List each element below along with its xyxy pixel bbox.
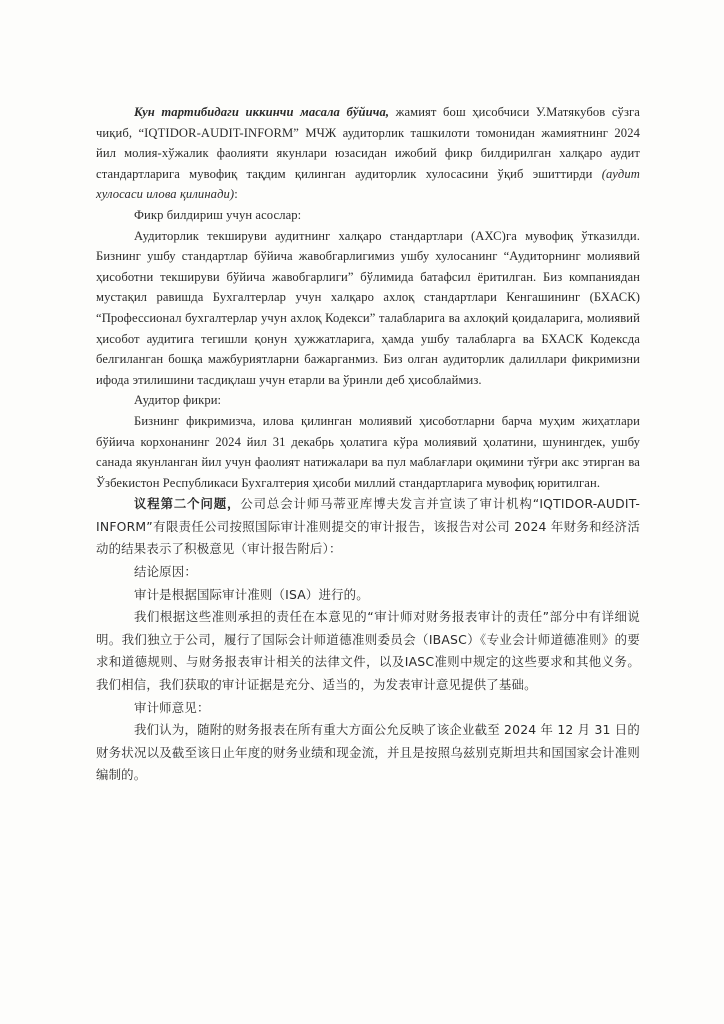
zh-agenda-paragraph (96, 493, 640, 561)
zh-agenda-lead: 议程第二个问题， (134, 496, 241, 512)
zh-basis-paragraph: 我们根据这些准则承担的责任在本意见的“审计师对财务报表审计的责任”部分中有详细说明。我们独立于公司，履行了国际会计师道德准则委员会（IBASC）《专业会计师道德准则》的要求和道德规则、与财务报表审计相关的法律文件，以及IASC准则中规定的这些要求和其他义务。我们相信，我们获取的审计证据是充分、适当的，为发表审计意见提供了基础。 (96, 609, 640, 693)
uz-agenda-paragraph (96, 102, 640, 205)
zh-opinion-heading: 审计师意见： (134, 699, 210, 715)
uz-agenda-tail: : (234, 187, 238, 202)
uz-agenda-lead: Кун тартибидаги иккинчи масала бўйича, (134, 105, 390, 119)
uz-opinion-heading: Аудитор фикри: (134, 393, 222, 408)
uz-opinion-paragraph: Бизнинг фикримизча, илова қилинган молиявий ҳисоботларни барча муҳим жиҳатлари бўйича корхонанинг 2024 йил 31 декабрь ҳолатига кўра молиявий ҳолатини, шунингдек, ушбу санада якунланган йил учун фаолият натижалари ва пул маблағлари оқимини тўғри акс этирган ва Ўзбекистон Республикаси Бухгалтерия ҳисоби миллий стандартларига мувофиқ юритилган. (96, 413, 640, 490)
zh-agenda-text: 公司总会计师马蒂亚库博夫发言并宣读了审计机构“IQTIDOR-AUDIT-INFORM”有限责任公司按照国际审计准则提交的审计报告，该报告对公司 2024 年财务和经济活动的结果表示了积极意见（审计报告附后）： (96, 496, 640, 557)
uz-agenda-text: жамият бош ҳисобчиси У.Матякубов сўзга чиқиб, “IQTIDOR-AUDIT-INFORM” МЧЖ аудиторлик ташкилоти томонидан жамиятнинг 2024 йил молия-хўжалик фаолияти якунлари юзасидан ижобий фикр билдирилган халқаро аудит стандартларига мувофиқ тақдим қилинган аудиторлик хулосасини ўқиб эшиттирди (96, 105, 640, 181)
zh-opinion-paragraph: 我们认为，随附的财务报表在所有重大方面公允反映了该企业截至 2024 年 12 月 31 日的财务状况以及截至该日止年度的财务业绩和现金流，并且是按照乌兹别克斯坦共和国国家会计准则编制的。 (96, 722, 640, 783)
document-body (96, 102, 640, 787)
uz-basis-paragraph: Аудиторлик текшируви аудитнинг халқаро стандартлари (АХС)га мувофиқ ўтказилди. Бизнинг ушбу стандартлар бўйича жавобгарлигимиз ушбу хулосанинг “Аудиторнинг молиявий ҳисоботни текшируви бўйича жавобгарлиги” бўлимида батафсил ёритилган. Биз компаниядан мустақил равишда Бухгалтерлар учун халқаро ахлоқ стандартлари Кенгашининг (БХАСК) “Профессионал бухгалтерлар учун ахлоқ Кодекси” талабларига ва ахлоқий қоидаларига, молиявий ҳисобот аудитига тегишли қонун ҳужжатларига, ҳамда ушбу талабларга ва БХАСК Кодексда белгиланган бошқа мажбуриятларни бажарганмиз. Биз олган аудиторлик далиллари фикримизни ифода этилишини тасдиқлаш учун етарли ва ўринли деб ҳисоблаймиз. (96, 228, 640, 387)
uz-basis-heading: Фикр билдириш учун асослар: (134, 207, 302, 222)
zh-basis-heading: 结论原因： (134, 564, 197, 580)
uz-agenda-note: (аудит хулосаси илова қилинади) (96, 166, 640, 202)
zh-basis-line: 审计是根据国际审计准则（ISA）进行的。 (134, 586, 369, 602)
